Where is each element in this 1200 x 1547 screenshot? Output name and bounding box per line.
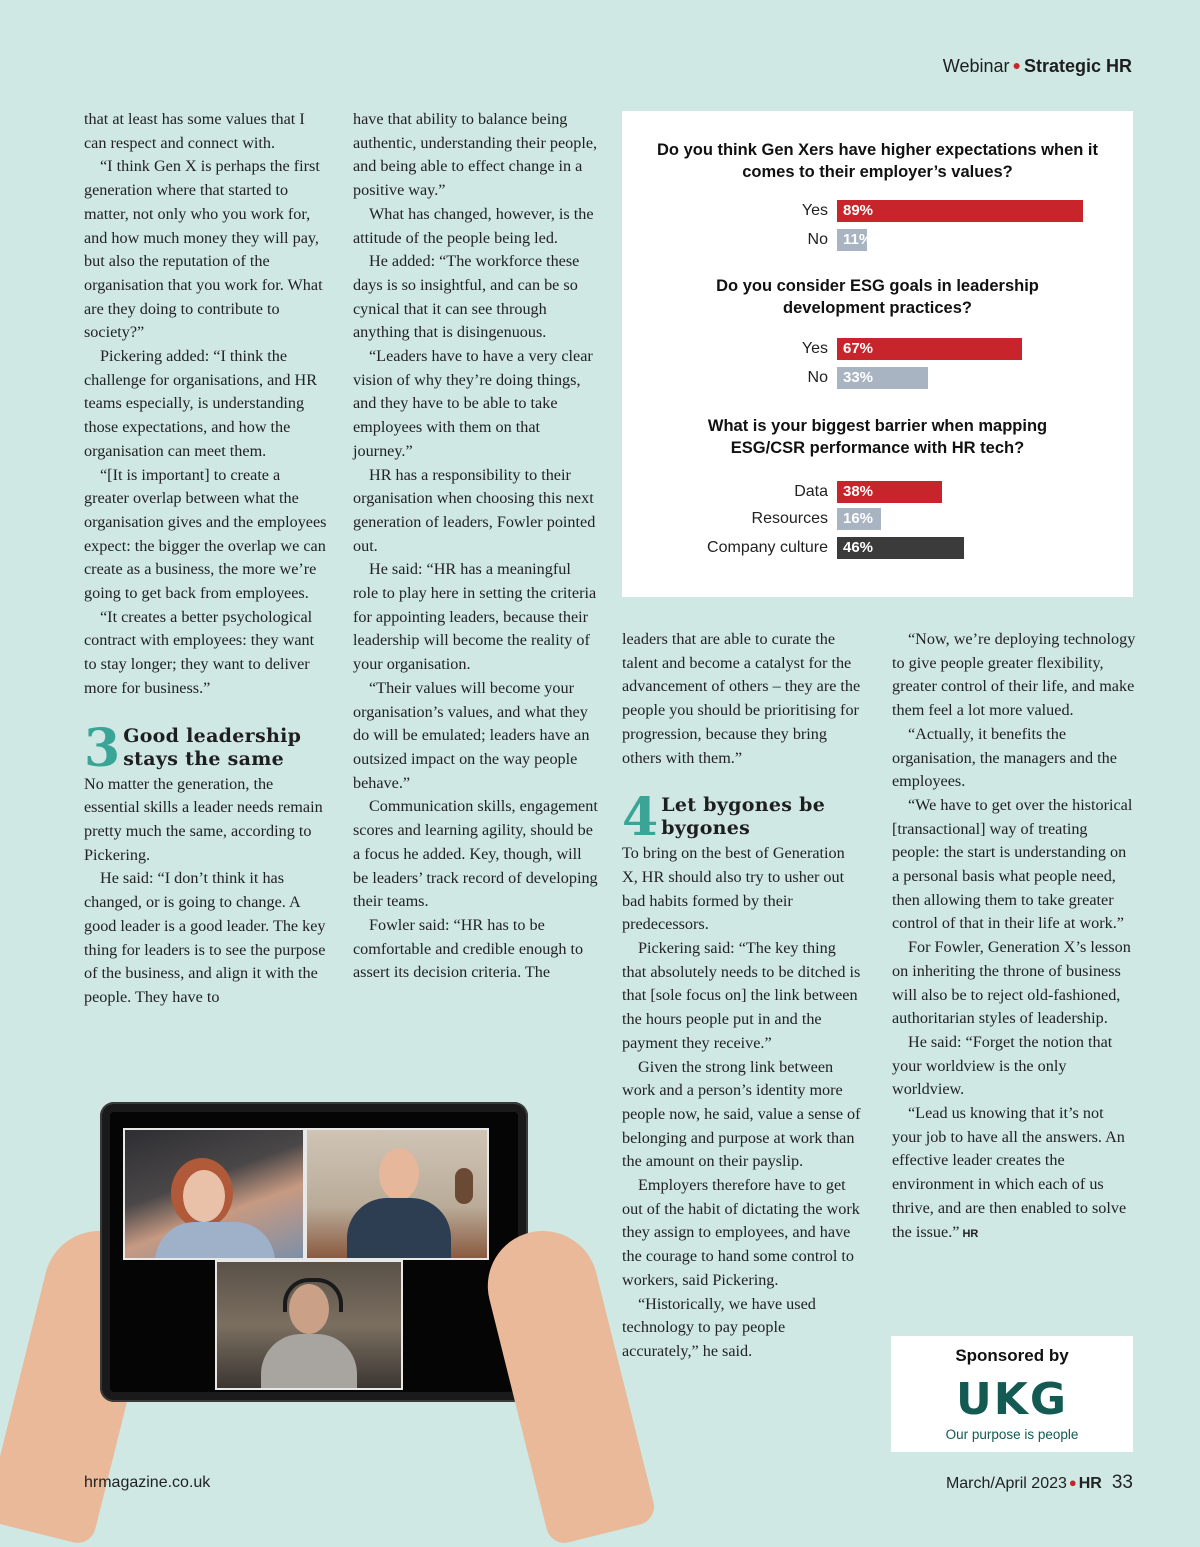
paragraph: Fowler said: “HR has to be comfortable and credible enough to assert its decision criteria. The	[353, 915, 584, 982]
footer-site: hrmagazine.co.uk	[84, 1474, 211, 1491]
header-section: Webinar	[942, 56, 1010, 76]
chart-1-bar	[837, 200, 1083, 222]
paragraph: He said: “HR has a meaningful role to play here in setting the criteria for appointing leaders, because their leadership will become the reality of your organisation.	[353, 560, 597, 674]
chart-2-bar-row	[622, 367, 1133, 389]
participant-body	[261, 1334, 357, 1390]
column-2	[353, 108, 598, 985]
paragraph: “We have to get over the historical [transactional] way of treating people: the start is understanding on a personal basis what people need, then allowing them to take greater control of that in their life at work.”	[892, 795, 1133, 933]
headphones-icon	[283, 1278, 343, 1312]
chart-2-label: No	[807, 369, 828, 386]
paragraph: “[It is important] to create a greater overlap between what the organisation gives and the employees expect: the bigger the overlap we can create as a business, the more we’re going to get back from employees.	[84, 465, 327, 603]
chart-3-label: Company culture	[707, 539, 828, 556]
chart-1-bar-row	[622, 229, 1133, 251]
chart-3-bar-row	[622, 508, 1133, 530]
sponsor-title: Sponsored by	[955, 1346, 1069, 1365]
paragraph: Employers therefore have to get out of the habit of dictating the work they assign to employees, and have the courage to hand some control to workers, said Pickering.	[622, 1176, 860, 1289]
section-4-heading	[622, 787, 862, 849]
chart-3-value-label: 38%	[843, 483, 874, 500]
chart-1-title: Do you think Gen Xers have higher expectations when it comes to their employer’s values?	[656, 141, 1098, 181]
paragraph: Pickering added: “I think the challenge for organisations, and HR teams especially, is understanding those expectations, and how the organisation can meet them.	[84, 347, 318, 460]
sponsor-tagline: Our purpose is people	[945, 1427, 1079, 1442]
paragraph: “Their values will become your organisation’s values, and what they do will be emulated; leaders have an outsized impact on the way people behave.”	[353, 678, 590, 792]
paragraph: He said: “I don’t think it has changed, or is going to change. A good leader is a good leader. The key thing for leaders is to see the purpose of the business, and align it with the people. They have to	[84, 869, 326, 1006]
chart-1-value-label: 11%	[843, 231, 873, 248]
paragraph: No matter the generation, the essential skills a leader needs remain pretty much the same, according to Pickering.	[84, 774, 323, 864]
end-mark: HR	[962, 1227, 979, 1240]
header-dot: ●	[1012, 57, 1021, 73]
paragraph: “Actually, it benefits the organisation, the managers and the employees.	[892, 724, 1117, 791]
participant-body	[347, 1198, 451, 1260]
participant-body	[155, 1222, 275, 1260]
paragraph: “It creates a better psychological contract with employees: they want to stay longer; they want to deliver more for business.”	[84, 607, 315, 697]
footer-issue-info	[946, 1472, 1133, 1494]
paragraph	[892, 1102, 1137, 1246]
chart-2-value-label: 33%	[843, 369, 874, 386]
paragraph: Given the strong link between work and a person’s identity more people now, he said, value a sense of belonging and purpose at work than the amount on their payslip.	[622, 1057, 861, 1171]
guitar-decoration	[455, 1168, 473, 1204]
paragraph: What has changed, however, is the attitude of the people being led.	[353, 204, 594, 247]
paragraph: “Leaders have to have a very clear vision of why they’re doing things, and they have to be able to take employees with them on that journey.”	[353, 347, 593, 460]
chart-3-label: Data	[794, 483, 828, 500]
chart-1-label: Yes	[801, 202, 828, 219]
tablet-photo	[0, 1098, 600, 1535]
page-number: 33	[1111, 1472, 1133, 1493]
paragraph: that at least has some values that I can respect and connect with.	[84, 110, 305, 152]
header-topic: Strategic HR	[1023, 56, 1132, 76]
video-call-screen	[110, 1112, 518, 1392]
chart-2-title: Do you consider ESG goals in leadership development practices?	[716, 277, 1039, 317]
sponsor-logo: UKG	[956, 1374, 1068, 1425]
survey-results-panel	[622, 111, 1133, 597]
paragraph: Communication skills, engagement scores and learning agility, should be a focus he added. Key, though, will be leaders’ track record of developing their teams.	[353, 797, 598, 911]
section-number: 4	[622, 787, 659, 849]
tablet-device	[100, 1102, 528, 1402]
paragraph: For Fowler, Generation X’s lesson on inheriting the throne of business will also be to reject old-fashioned, authoritarian styles of leadership.	[892, 938, 1131, 1028]
quote-text: “Lead us knowing that it’s not your job to have all the answers. An effective leader creates the environment in which each of us thrive, and are then enabled to solve the issue.”	[892, 1104, 1127, 1241]
footer-dot: ●	[1068, 1475, 1077, 1490]
chart-3-bar-row	[622, 537, 1133, 559]
chart-2-value-label: 67%	[843, 340, 874, 357]
video-tile-participant-2	[305, 1128, 489, 1260]
paragraph: “Historically, we have used technology to pay people accurately,” he said.	[622, 1294, 816, 1360]
section-title: Good leadership stays the same	[123, 724, 302, 770]
chart-2-label: Yes	[801, 340, 828, 357]
chart-3-value-label: 16%	[843, 510, 874, 527]
footer-issue: March/April 2023	[945, 1475, 1067, 1492]
chart-2-bar-row	[622, 338, 1133, 360]
section-number: 3	[84, 717, 121, 779]
column-1	[84, 108, 329, 1010]
chart-1-bar-row	[622, 200, 1133, 222]
footer-brand: HR	[1078, 1475, 1102, 1492]
chart-1-value-label: 89%	[843, 202, 874, 219]
paragraph: He said: “Forget the notion that your worldview is the only worldview.	[892, 1032, 1113, 1099]
paragraph: HR has a responsibility to their organisation when choosing this next generation of leaders, Fowler pointed out.	[353, 465, 596, 555]
paragraph: He added: “The workforce these days is so insightful, and can be so cynical that it can see through anything that is disingenuous.	[353, 252, 580, 342]
column-4	[892, 628, 1137, 1246]
paragraph: leaders that are able to curate the talent and become a catalyst for the advancement of others – they are the people you should be prioritising for progression, because they bring others with them.”	[622, 630, 861, 767]
chart-3-label: Resources	[751, 510, 828, 527]
column-3	[622, 628, 862, 1364]
chart-3-bar-row	[622, 481, 1133, 503]
sponsor-box	[891, 1336, 1133, 1452]
participant-face	[379, 1148, 419, 1200]
running-header	[943, 56, 1132, 77]
paragraph: “I think Gen X is perhaps the first generation where that started to matter, not only who you work for, and how much money they will pay, but also the reputation of the organisation that you work for. What are they doing to contribute to society?”	[84, 157, 323, 342]
paragraph: Pickering said: “The key thing that absolutely needs to be ditched is that [sole focus on] the link between the hours people put in and the payment they receive.”	[622, 939, 861, 1052]
paragraph: “Now, we’re deploying technology to give people greater flexibility, greater control of their life, and make them feel a lot more valued.	[892, 630, 1136, 720]
participant-face	[183, 1170, 225, 1222]
chart-3-title: What is your biggest barrier when mapping ESG/CSR performance with HR tech?	[707, 417, 1048, 457]
section-title: Let bygones be bygones	[661, 794, 826, 840]
chart-1-label: No	[807, 231, 828, 248]
section-3-heading	[84, 717, 329, 779]
paragraph: have that ability to balance being authentic, understanding their people, and being able to effect change in a positive way.”	[353, 110, 598, 200]
chart-3-value-label: 46%	[843, 539, 874, 556]
paragraph: To bring on the best of Generation X, HR should also try to usher out bad habits formed by their predecessors.	[622, 844, 845, 934]
video-tile-participant-1	[123, 1128, 305, 1260]
video-tile-participant-3	[215, 1260, 403, 1390]
